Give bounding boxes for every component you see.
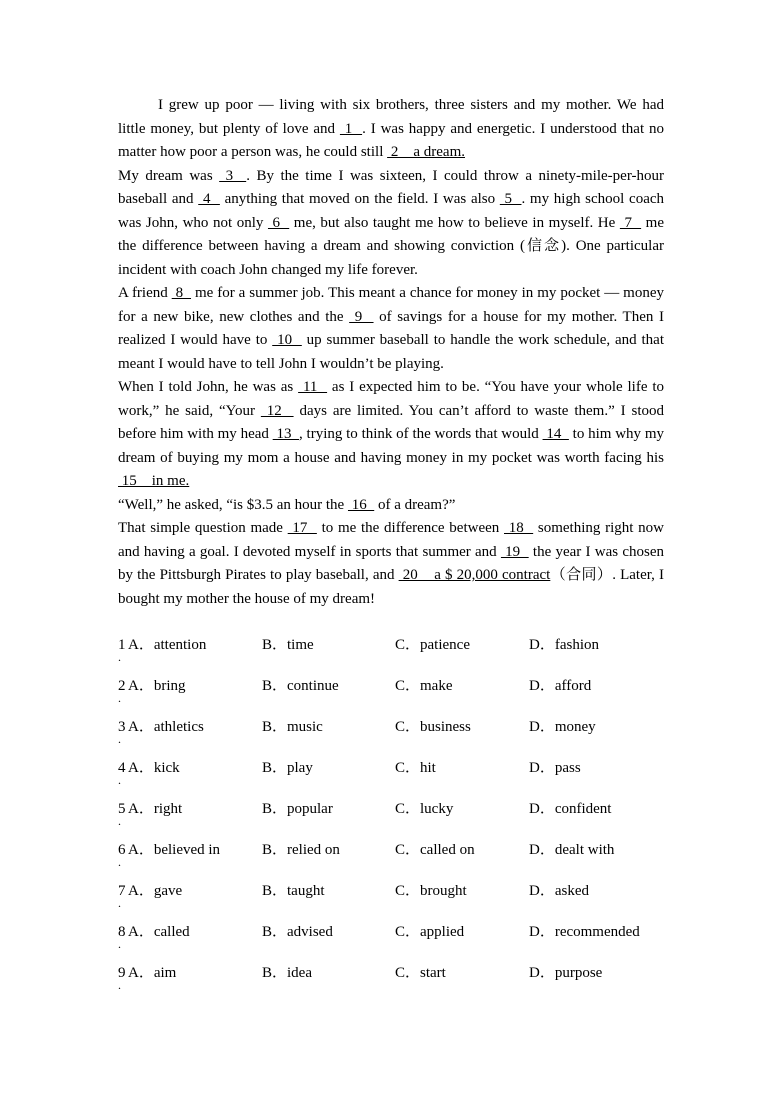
text: . I was happy and energetic. I understood that no matter how poor a person was, he could still [118, 120, 665, 160]
blank-19: 19 [500, 543, 529, 560]
blank-16: 16 [347, 496, 375, 513]
blank-20: 20 a $ 20,000 contract [398, 567, 551, 583]
option-d: D．confident [529, 801, 612, 817]
option-b: B．continue [262, 678, 339, 694]
paragraph-5 [118, 494, 664, 518]
option-c: C．start [395, 965, 446, 981]
text: “Well,” he asked, “is $3.5 an hour the [118, 496, 348, 513]
option-c: C．called on [395, 842, 475, 858]
option-d: D．dealt with [529, 842, 615, 858]
question-dot: . [118, 814, 121, 828]
text: , trying to think of the words that would [299, 426, 543, 442]
question-row [118, 716, 678, 757]
text: me, but also taught me how to believe in myself. He [289, 214, 620, 231]
text: the year I was chosen by the Pittsburgh Pirates to play baseball, and [118, 543, 665, 583]
text: days are limited. You can’t afford to waste them.” I stood before him with my head [118, 402, 665, 442]
option-c: C．applied [395, 924, 465, 940]
option-b: B．advised [262, 924, 333, 940]
text: That simple question made [118, 520, 288, 536]
text: something right now and having a goal. I devoted myself in sports that summer and [118, 520, 664, 560]
blank-18: 18 [504, 520, 534, 536]
question-number: 5 [118, 801, 126, 817]
paragraph-1 [118, 94, 664, 165]
text: When I told John, he was as [118, 379, 299, 395]
option-a: A．attention [128, 637, 207, 653]
passage [118, 94, 664, 611]
question-number: 3 [118, 719, 126, 735]
question-dot: . [118, 937, 121, 951]
text: anything that moved on the field. I was also [219, 191, 500, 207]
paragraph-3 [118, 282, 664, 376]
option-a: A．kick [128, 760, 180, 776]
text: . my high school coach was John, who not only [118, 191, 665, 231]
blank-15: 15 in me. [118, 473, 190, 489]
option-d: D．afford [529, 678, 592, 694]
question-list [118, 634, 678, 1003]
option-d: D．money [529, 719, 596, 735]
blank-2: 2 a dream. [387, 144, 465, 160]
option-d: D．asked [529, 883, 589, 899]
option-b: B．music [262, 719, 323, 735]
blank-1: 1 [339, 120, 363, 137]
text: me the difference between having a dream and showing conviction (信念). One particular incident with coach John changed my life forever. [118, 214, 665, 278]
question-number: 9 [118, 965, 126, 981]
option-a: A．right [128, 801, 183, 817]
paragraph-2 [118, 165, 664, 283]
question-row [118, 962, 678, 1003]
question-number: 1 [118, 637, 126, 653]
question-dot: . [118, 691, 121, 705]
text: up summer baseball to handle the work schedule, and that meant I would have to tell John I wouldn’t be playing. [118, 332, 664, 372]
text: （合同）. Later, I bought my mother the house of my dream! [118, 567, 664, 607]
blank-8: 8 [171, 285, 192, 301]
blank-13: 13 [272, 426, 299, 442]
option-a: A．gave [128, 883, 183, 899]
text: me for a summer job. This meant a chance for money in my pocket — money for a new bike, new clothes and the [118, 285, 665, 325]
option-b: B．popular [262, 801, 333, 817]
text: A friend [118, 285, 172, 301]
option-d: D．recommended [529, 924, 640, 940]
text: of savings for a house for my mother. Then I realized I would have to [118, 308, 664, 348]
option-c: C．business [395, 719, 471, 735]
blank-7: 7 [619, 214, 642, 231]
question-number: 2 [118, 678, 126, 694]
option-c: C．hit [395, 760, 436, 776]
question-row [118, 921, 678, 962]
option-d: D．fashion [529, 637, 599, 653]
blank-6: 6 [267, 214, 290, 231]
question-dot: . [118, 896, 121, 910]
question-row [118, 757, 678, 798]
question-dot: . [118, 650, 121, 664]
question-dot: . [118, 855, 121, 869]
option-b: B．taught [262, 883, 325, 899]
blank-5: 5 [499, 191, 522, 207]
blank-14: 14 [542, 426, 569, 442]
question-row [118, 839, 678, 880]
option-d: D．pass [529, 760, 581, 776]
text: as I expected him to be. “You have your whole life to work,” he said, “Your [118, 379, 664, 419]
question-row [118, 675, 678, 716]
text: I grew up poor — living with six brothers, three sisters and my mother. We had little money, but plenty of love and [118, 97, 664, 137]
question-number: 7 [118, 883, 126, 899]
text: . By the time I was sixteen, I could throw a ninety-mile-per-hour baseball and [118, 167, 664, 207]
option-b: B．idea [262, 965, 312, 981]
question-row [118, 880, 678, 921]
option-a: A．called [128, 924, 190, 940]
option-c: C．make [395, 678, 453, 694]
option-b: B．time [262, 637, 314, 653]
text: of a dream?” [374, 496, 456, 513]
paragraph-4 [118, 376, 664, 494]
option-c: C．lucky [395, 801, 454, 817]
blank-11: 11 [298, 379, 328, 395]
option-c: C．brought [395, 883, 467, 899]
option-b: B．relied on [262, 842, 340, 858]
question-number: 4 [118, 760, 126, 776]
text: to me the difference between [316, 520, 504, 536]
blank-4: 4 [198, 191, 220, 207]
blank-12: 12 [260, 402, 294, 419]
text: to him why my dream of buying my mom a house and having money in my pocket was worth facing his [118, 426, 664, 466]
option-a: A．believed in [128, 842, 221, 858]
question-row [118, 634, 678, 675]
option-a: A．bring [128, 678, 186, 694]
blank-17: 17 [287, 520, 317, 536]
question-row [118, 798, 678, 839]
text: My dream was [118, 167, 220, 184]
question-number: 8 [118, 924, 126, 940]
option-a: A．aim [128, 965, 177, 981]
blank-9: 9 [349, 308, 374, 325]
question-dot: . [118, 978, 121, 992]
question-dot: . [118, 732, 121, 746]
option-b: B．play [262, 760, 313, 776]
paragraph-6 [118, 517, 664, 611]
blank-10: 10 [272, 332, 302, 348]
question-dot: . [118, 773, 121, 787]
option-c: C．patience [395, 637, 470, 653]
blank-3: 3 [219, 167, 247, 184]
option-a: A．athletics [128, 719, 204, 735]
option-d: D．purpose [529, 965, 603, 981]
question-number: 6 [118, 842, 126, 858]
